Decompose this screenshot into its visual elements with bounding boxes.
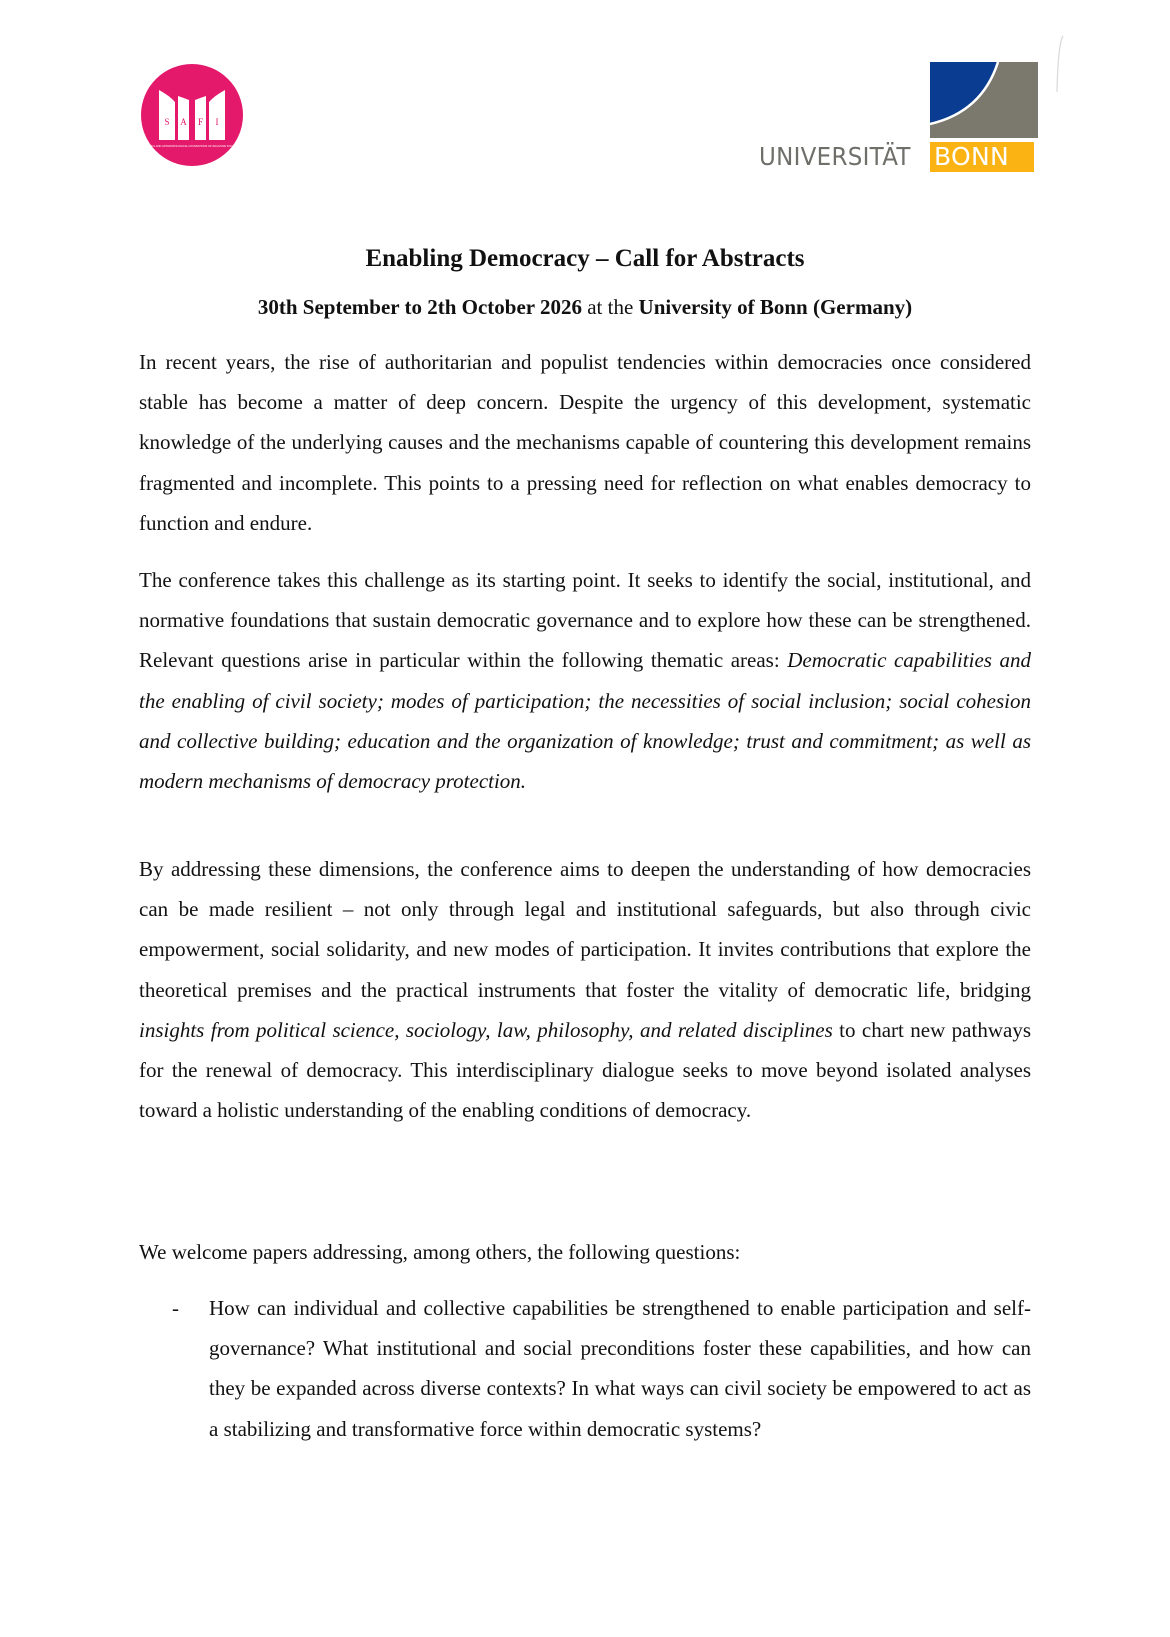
questions-list xyxy=(139,1288,1031,1449)
safi-tagline: SOCIAL AND ANTHROPOLOGICAL FOUNDATIONS OF INCLUSIVE SOCIETY xyxy=(145,145,239,148)
paragraph-conference-aims-text: The conference takes this challenge as its starting point. It seeks to identify the social, institutional, and normative foundations that sustain democratic governance and to explore how these can be strengthened. Relevant questions arise in particular within the following thematic areas: xyxy=(139,568,1031,673)
event-dates-venue xyxy=(0,294,1170,320)
safi-letter-a: A xyxy=(180,117,187,127)
questions-intro: We welcome papers addressing, among others, the following questions: xyxy=(139,1240,741,1264)
safi-letter-i: I xyxy=(215,117,219,127)
disciplines: insights from political science, sociology, law, philosophy, and related disciplines xyxy=(139,1017,833,1042)
university-bonn-logo xyxy=(759,62,1039,172)
paragraph-dimensions xyxy=(139,849,1031,1130)
paragraph-conference-aims xyxy=(139,560,1031,801)
bonn-logo-universitat-text: UNIVERSITÄT xyxy=(759,142,911,171)
paragraph-dimensions-outro: to chart new pathways for the renewal of democracy. This interdisciplinary dialogue seeks to move beyond isolated analyses toward a holistic understanding of the enabling conditions of democracy. xyxy=(139,1017,1031,1123)
safi-letter-f: F xyxy=(197,117,204,127)
safi-letter-s: S xyxy=(164,117,170,127)
paragraph-intro: In recent years, the rise of authoritarian and populist tendencies within democracies once considered stable has become a matter of deep concern. Despite the urgency of this development, systematic knowledge of the underlying causes and the mechanisms capable of countering this development remains fragmented and incomplete. This points to a pressing need for reflection on what enables democracy to function and endure. xyxy=(139,350,1031,535)
list-item xyxy=(139,1288,1031,1449)
bullet-dash: - xyxy=(172,1296,179,1320)
scan-artifact xyxy=(1055,34,1065,94)
paragraph-dimensions-text: By addressing these dimensions, the conference aims to deepen the understanding of how democracies can be made resilient – not only through legal and institutional safeguards, but also through civic empowerment, social solidarity, and new modes of participation. It invites contributions that explore the theoretical premises and the practical instruments that foster the vitality of democratic life, bridging xyxy=(139,857,1031,1002)
safi-logo xyxy=(139,62,245,168)
bonn-logo-bonn-text: BONN xyxy=(930,142,1034,172)
question-text: How can individual and collective capabilities be strengthened to enable participation and self-governance? What institutional and social preconditions foster these capabilities, and how can they be expanded across diverse contexts? In what ways can civil society be empowered to act as a stabilizing and transformative force within democratic systems? xyxy=(209,1296,1031,1441)
page-title: Enabling Democracy – Call for Abstracts xyxy=(365,245,805,272)
subtitle-connector: at the xyxy=(581,295,639,319)
event-venue: University of Bonn (Germany) xyxy=(638,295,913,319)
event-dates: 30th September to 2th October 2026 xyxy=(257,295,582,319)
thematic-areas: Democratic capabilities and the enabling of civil society; modes of participation; the necessities of social inclusion; social cohesion and collective building; education and the organization of knowledge; trust and commitment; as well as modern mechanisms of democracy protection. xyxy=(139,648,1031,794)
bonn-logo-mark-icon xyxy=(930,62,1038,138)
